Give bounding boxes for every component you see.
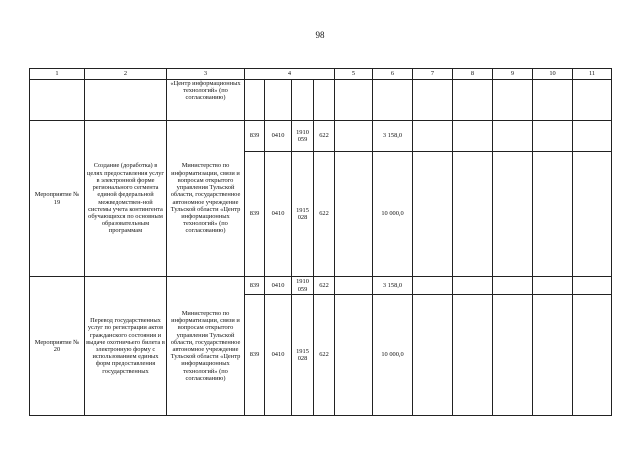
grbs-cell: 839 [245, 121, 265, 152]
header-cell: 11 [573, 69, 612, 80]
vr-cell: 622 [314, 152, 335, 277]
measure-description: Перевод государственных услуг по регистрации актов гражданского состояния и выдаче охотничьего билета в электронную форму с использованием единых форм предоставления государственных [85, 277, 167, 416]
header-cell: 2 [85, 69, 167, 80]
vr-cell: 622 [314, 121, 335, 152]
csr-cell: 1910 059 [292, 121, 314, 152]
measure-name: Мероприятие № 19 [30, 121, 85, 277]
grbs-cell: 839 [245, 295, 265, 416]
rzpr-cell: 0410 [265, 295, 292, 416]
table-row [30, 80, 612, 121]
csr-cell: 1915 028 [292, 152, 314, 277]
vr-cell: 622 [314, 277, 335, 295]
header-cell: 1 [30, 69, 85, 80]
executor-cell: Министерство по информатизации, связи и вопросам открытого управления Тульской области, государственное автономное учреждение Тульской области «Центр информационных технологий» (по согласованию) [167, 121, 245, 277]
header-cell: 8 [453, 69, 493, 80]
header-cell: 5 [335, 69, 373, 80]
vr-cell: 622 [314, 295, 335, 416]
header-cell: 4 [245, 69, 335, 80]
rzpr-cell: 0410 [265, 121, 292, 152]
table-row [30, 277, 612, 295]
amount-cell: 10 000,0 [373, 295, 413, 416]
amount-cell: 3 158,0 [373, 121, 413, 152]
measure-name: Мероприятие № 20 [30, 277, 85, 416]
executor-cell: «Центр информационных технологий» (по согласованию) [167, 80, 245, 121]
csr-cell: 1910 059 [292, 277, 314, 295]
measure-description: Создание (доработка) в целях предоставления услуг в электронной форме регионального сегмента единой федеральной межведомствен-ной системы учета контингента обучающихся по основным образовательным программам [85, 121, 167, 277]
rzpr-cell: 0410 [265, 277, 292, 295]
header-row [30, 69, 612, 80]
csr-cell: 1915 028 [292, 295, 314, 416]
header-cell: 10 [533, 69, 573, 80]
program-table [29, 68, 612, 416]
header-cell: 3 [167, 69, 245, 80]
grbs-cell: 839 [245, 277, 265, 295]
header-cell: 7 [413, 69, 453, 80]
grbs-cell: 839 [245, 152, 265, 277]
amount-cell: 3 158,0 [373, 277, 413, 295]
header-cell: 9 [493, 69, 533, 80]
rzpr-cell: 0410 [265, 152, 292, 277]
header-cell: 6 [373, 69, 413, 80]
table-row [30, 121, 612, 152]
executor-cell: Министерство по информатизации, связи и вопросам открытого управления Тульской области, государственное автономное учреждение Тульской области «Центр информационных технологий» (по согласованию) [167, 277, 245, 416]
page-number: 98 [315, 30, 325, 40]
amount-cell: 10 000,0 [373, 152, 413, 277]
